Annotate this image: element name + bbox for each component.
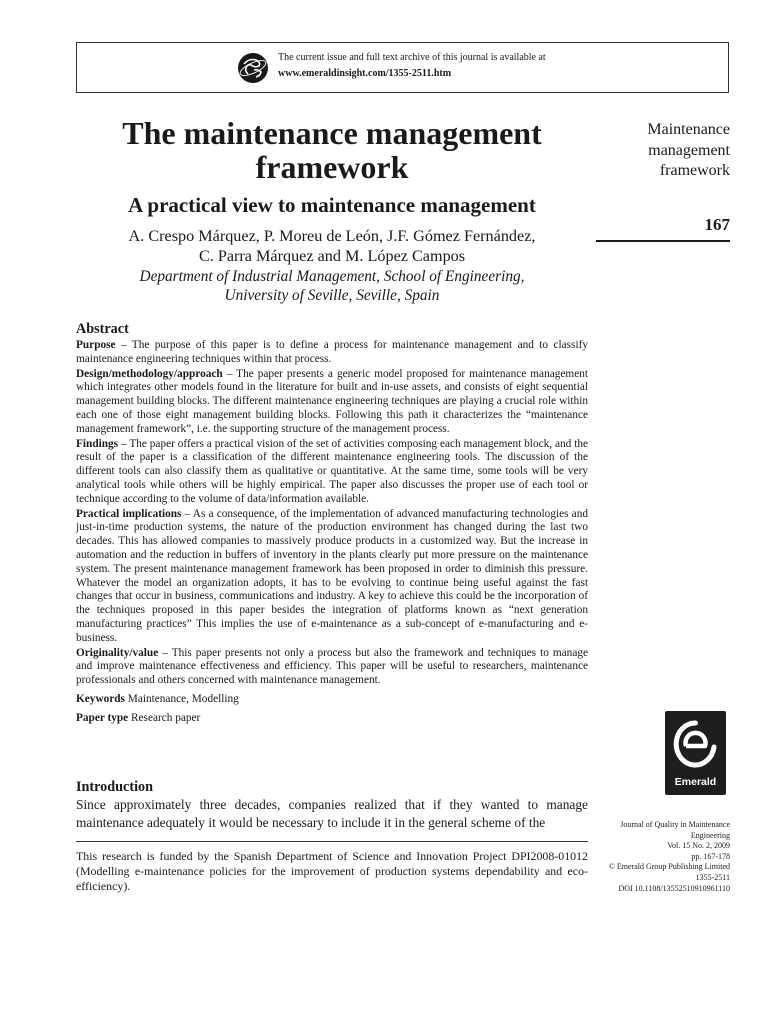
originality-label: Originality/value: [76, 646, 159, 659]
funding-footnote: This research is funded by the Spanish Department of Science and Innovation Project DPI2008-01012 (Modelling e-maintenance policies for the improvement of production systems dependability and eco-efficiency).: [76, 849, 588, 893]
abstract-originality: [76, 647, 588, 688]
journal-issn: 1355-2511: [695, 872, 730, 882]
purpose-text: – The purpose of this paper is to define a process for maintenance management and to classify maintenance engineering techniques within that process.: [76, 339, 588, 365]
keywords-label: Keywords: [76, 692, 125, 705]
journal-name-cont: Engineering: [690, 830, 730, 840]
paper-type-text: Research paper: [128, 711, 201, 724]
page-number: 167: [704, 215, 730, 234]
affiliation-line-1: Department of Industrial Management, School of Engineering,: [139, 268, 525, 285]
running-title-line-3: framework: [659, 162, 730, 179]
paper-type: [76, 712, 588, 726]
findings-label: Findings: [76, 437, 119, 450]
journal-name: Journal of Quality in Maintenance: [620, 820, 730, 829]
running-title: [570, 120, 730, 182]
banner-url[interactable]: www.emeraldinsight.com/1355-2511.htm: [278, 68, 452, 79]
introduction-text: Since approximately three decades, companies realized that if they wanted to manage maintenance adequately it would be necessary to include it in the general scheme of the: [76, 797, 588, 830]
journal-info: [570, 820, 730, 894]
footnote-divider: [76, 841, 588, 842]
practical-text: – As a consequence, of the implementation of advanced manufacturing technologies and just-in-time production systems, the nature of the production environment has changed during the last two decades. This has allowed companies to massively produce products in a customized way. But the increase in automation and the reduction in buffers of inventory in the plants clearly put more pressure on the maintenance system. The present maintenance management framework has been proposed in order to diminish this pressure. Whatever the model an organization adopts, it has to be evolving to continue being useful against the fast changes that occur in business, communications and industry. A key to achieve this could be the incorporation of the techniques proposed in this paper besides the integration of platforms known as “next generation manufacturing practices” This implies the use of e-maintenance as a sub-concept of e-manufacturing and e-business.: [76, 507, 588, 644]
journal-pages: pp. 167-178: [691, 851, 730, 861]
abstract-findings: [76, 438, 588, 507]
abstract-section: [76, 321, 588, 727]
purpose-label: Purpose: [76, 339, 116, 351]
authors: [76, 227, 588, 266]
practical-label: Practical implications: [76, 507, 182, 520]
paper-type-label: Paper type: [76, 711, 129, 724]
abstract-design: [76, 368, 588, 437]
side-divider: [596, 240, 730, 242]
running-title-line-2: management: [648, 141, 730, 159]
abstract-purpose: [76, 339, 588, 367]
design-label: Design/methodology/approach: [76, 367, 223, 380]
title-line-2: framework: [255, 149, 409, 185]
design-text: – The paper presents a generic model proposed for maintenance management which integrates other models found in the literature for built and in-use assets, and consists of eight sequential management building blocks. The different maintenance engineering techniques are playing a crucial role within each one of those eight management building blocks. Following this path it characterizes the “maintenance management framework”, i.e. the supporting structure of the management process.: [76, 367, 588, 435]
paper-title: [76, 116, 588, 184]
banner-text: The current issue and full text archive of this journal is available at: [278, 52, 546, 63]
emerald-logo: [665, 711, 726, 795]
authors-line-1: A. Crespo Márquez, P. Moreu de León, J.F. Gómez Fernández,: [128, 227, 536, 245]
title-line-1: The maintenance management: [122, 115, 542, 151]
affiliation: [76, 267, 588, 305]
running-title-line-1: Maintenance: [647, 121, 730, 138]
journal-volume: Vol. 15 No. 2, 2009: [667, 841, 730, 851]
paper-subtitle: A practical view to maintenance management: [128, 193, 536, 217]
globe-icon: [237, 52, 269, 84]
emerald-swirl-icon: [672, 719, 719, 771]
keywords-text: Maintenance, Modelling: [124, 692, 239, 705]
journal-copyright: © Emerald Group Publishing Limited: [608, 862, 730, 872]
abstract-practical: [76, 508, 588, 646]
findings-text: – The paper offers a practical vision of the set of activities composing each management block, and the result of the paper is a classification of the different maintenance engineering tools. The discussion of the different tools can also classify them as qualitative or quantitative. At the same time, some tools will be very analytical tools while others will be highly empirical. The paper also discusses the proper use of each tool or technique according to the volume of data/information available.: [76, 437, 588, 505]
affiliation-line-2: University of Seville, Seville, Spain: [224, 287, 440, 304]
journal-doi: DOI 10.1108/13552510910961110: [618, 883, 730, 893]
journal-banner: [76, 42, 729, 93]
logo-text: Emerald: [674, 776, 717, 788]
originality-text: – This paper presents not only a process but also the framework and techniques to manage and improve maintenance effectiveness and efficiency. This paper will be useful to researchers, maintenance professionals and others concerned with maintenance management.: [76, 646, 588, 687]
authors-line-2: C. Parra Márquez and M. López Campos: [198, 246, 466, 265]
introduction-heading: Introduction: [76, 779, 153, 795]
abstract-heading: Abstract: [76, 321, 129, 337]
keywords: [76, 693, 588, 707]
